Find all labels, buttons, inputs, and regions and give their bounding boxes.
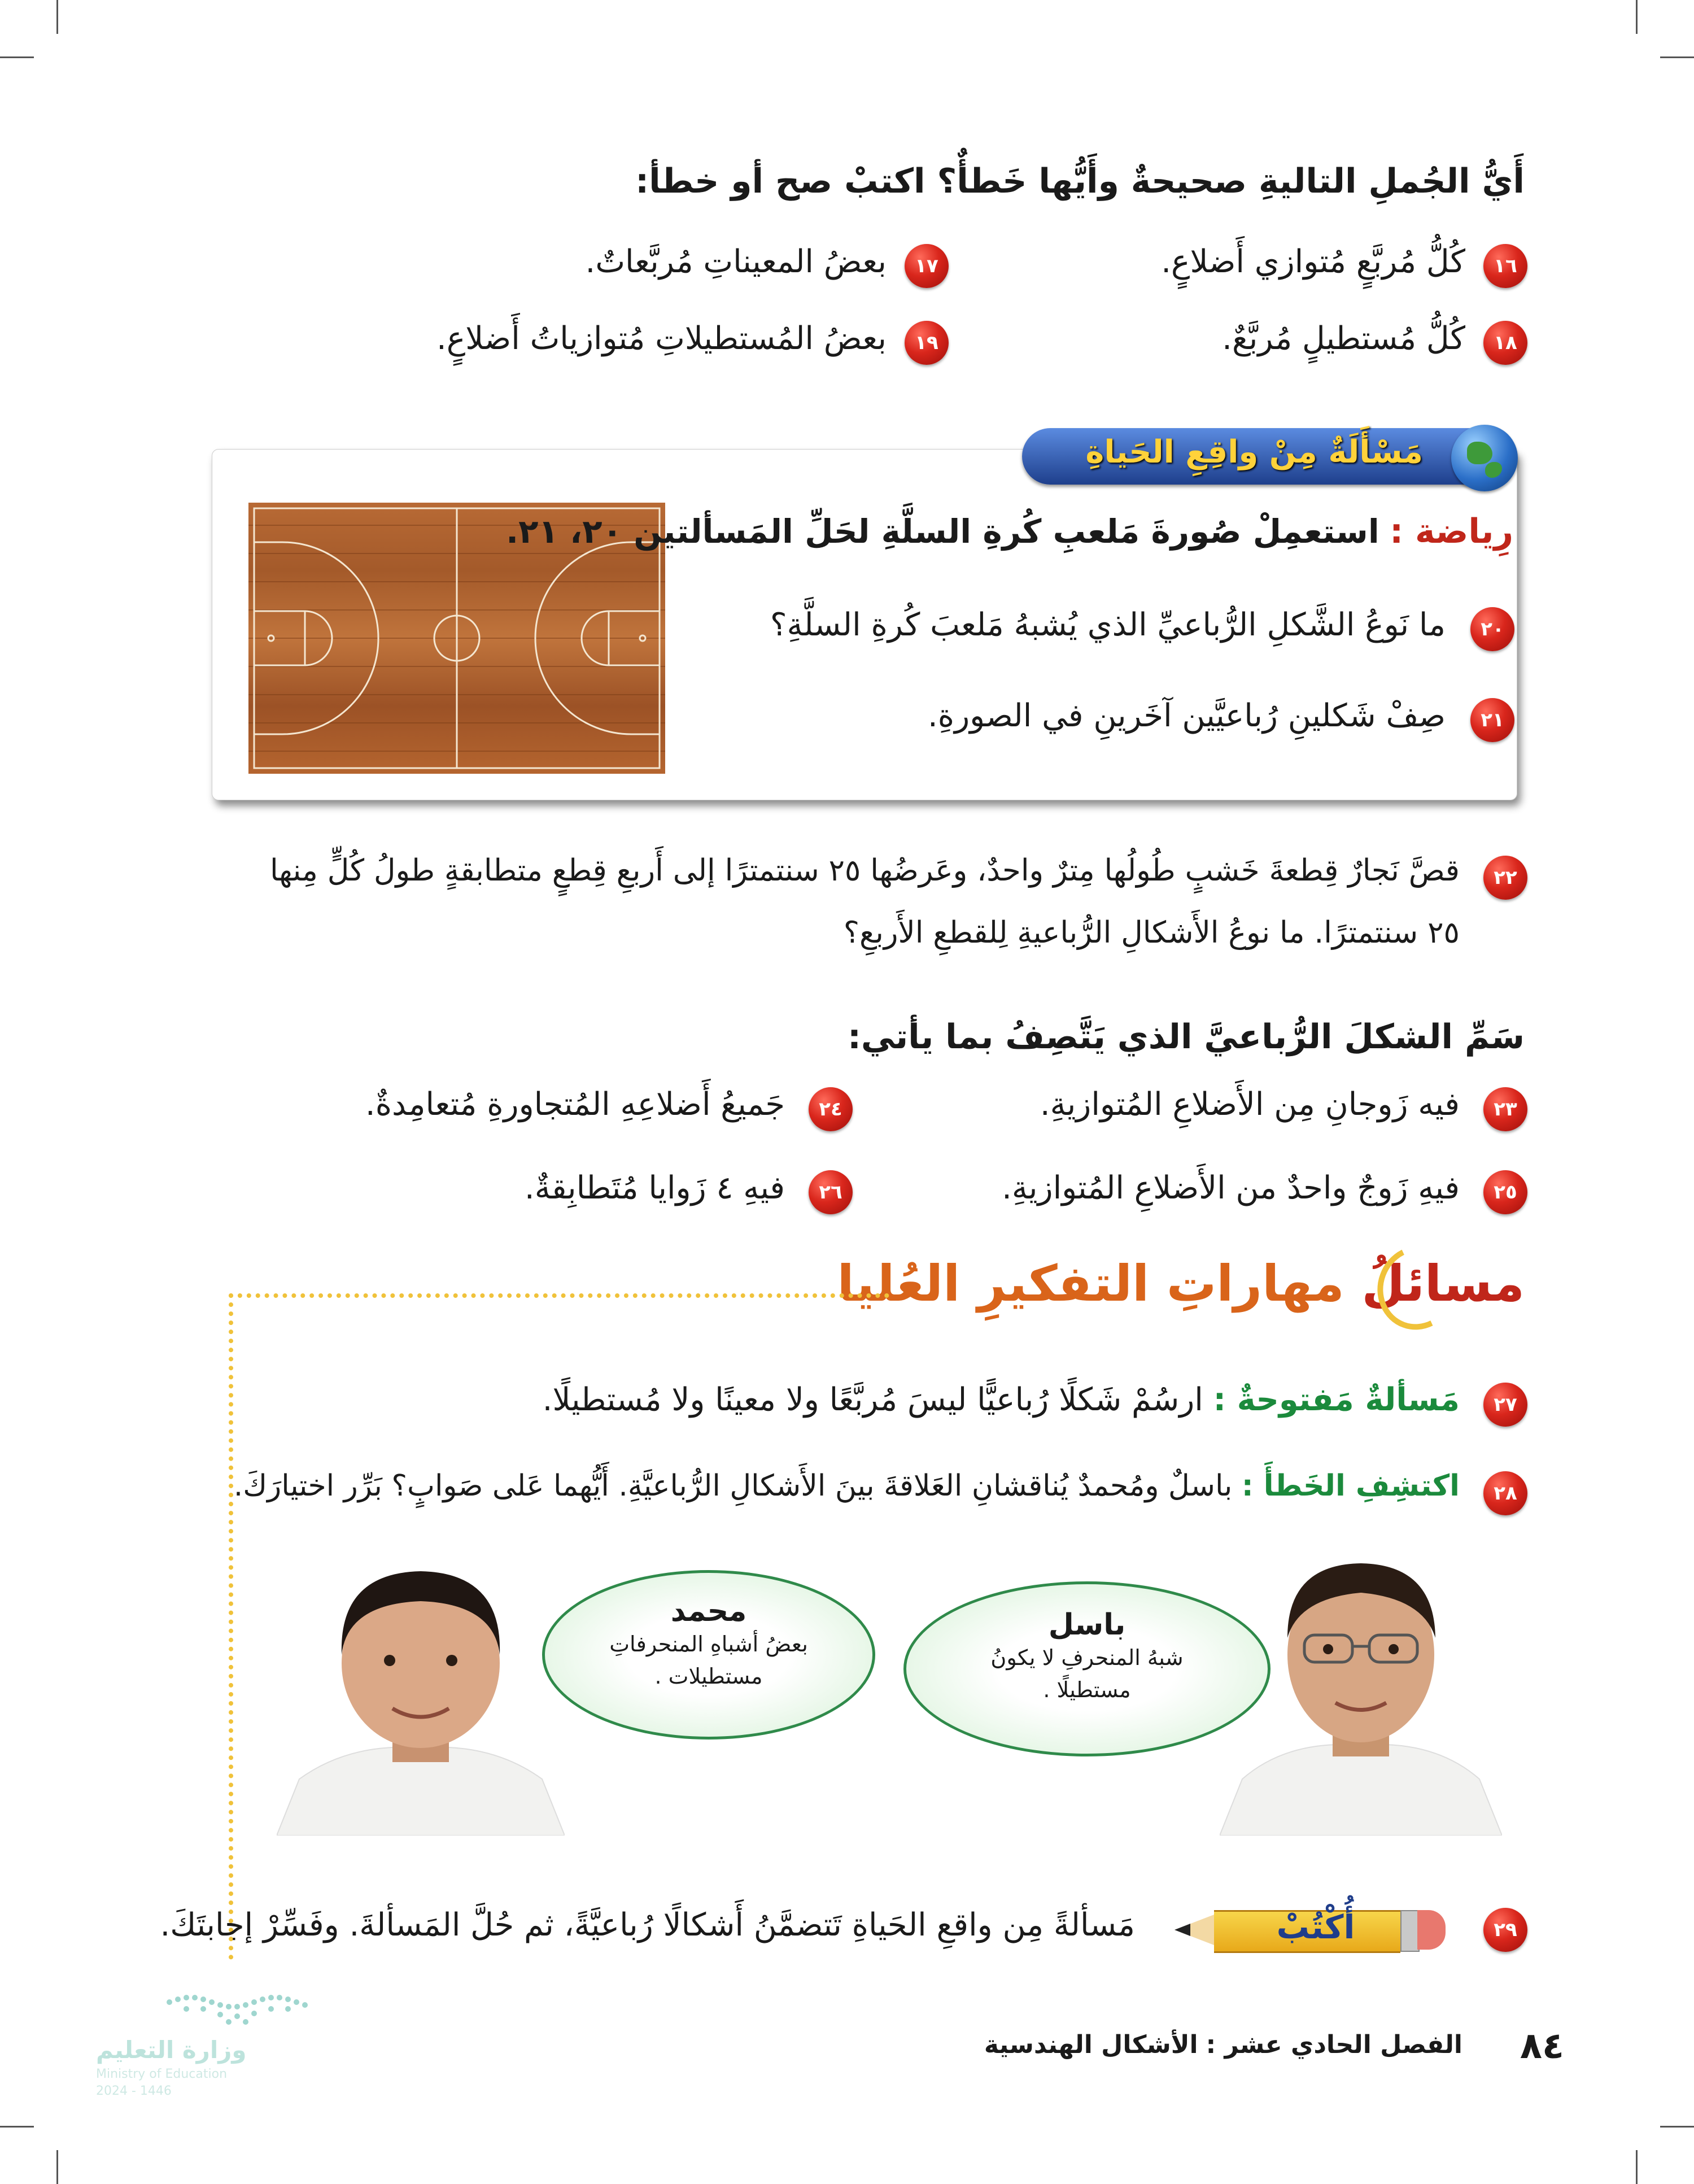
basel-statement-line1: شبهُ المنحرفِ لا يكونُ (990, 1645, 1184, 1670)
question-number-17: ١٧ (905, 244, 949, 288)
question-22-line2: ٢٥ سنتمترًا. ما نوعُ الأَشكالِ الرُّباعيةِ لِلقطعِ الأَربعِ؟ (843, 916, 1460, 950)
name-shape-intro: سَمِّ الشكلَ الرُّباعيَّ الذي يَتَّصِفُ بما يأتي: (847, 1017, 1525, 1057)
write-pencil-icon (1175, 1904, 1446, 1955)
question-17-text: بعضُ المعيناتِ مُربَّعاتٌ. (585, 243, 887, 280)
question-26-text: فيهِ ٤ زَوايا مُتَطابِقةٌ. (524, 1170, 785, 1206)
question-number-25: ٢٥ (1483, 1170, 1527, 1214)
ministry-name-en: Ministry of Education (96, 2067, 228, 2081)
write-label: أُكْتُبْ (1276, 1908, 1355, 1946)
footer-chapter (984, 2030, 1462, 2060)
crop-mark (0, 2126, 34, 2128)
question-number-22: ٢٢ (1483, 856, 1527, 900)
question-number-26: ٢٦ (809, 1170, 853, 1214)
ministry-name-ar: وزارة التعليم (96, 2036, 247, 2064)
ministry-logo-icon (164, 1991, 316, 2030)
real-life-intro (506, 511, 1513, 552)
question-number-21: ٢١ (1470, 698, 1514, 742)
question-29-text: مَسألةً مِن واقعِ الحَياةِ تَتضمَّنُ أَشكالًا رُباعيَّةً، ثم حُلَّ المَسألةَ. وفَسِّرْ إجابتَكَ. (160, 1907, 1135, 1943)
speech-bubble-mohammed (542, 1570, 875, 1740)
speaker-name-basel: باسل (1048, 1608, 1126, 1642)
question-number-19: ١٩ (905, 321, 949, 365)
speech-bubble-basel (903, 1581, 1270, 1756)
hots-heading-word: مسائلُ (1361, 1254, 1525, 1313)
question-number-24: ٢٤ (809, 1087, 853, 1131)
basel-statement-line2: مستطيلًا . (1043, 1677, 1131, 1702)
question-20-text: ما نَوعُ الشَّكلِ الرُّباعيِّ الذي يُشبهُ مَلعبَ كُرةِ السلَّةِ؟ (770, 607, 1446, 643)
question-number-20: ٢٠ (1470, 607, 1514, 651)
mohammed-photo (277, 1547, 565, 1836)
question-number-27: ٢٧ (1483, 1383, 1527, 1427)
page-number: ٨٤ (1520, 2025, 1564, 2067)
open-ended-label: مَسألةٌ مَفتوحةٌ : (1213, 1381, 1460, 1418)
true-false-intro: أَيُّ الجُملِ التاليةِ صحيحةٌ وأَيُّها خَطأٌ؟ اكتبْ صح أو خطأ: (635, 162, 1525, 201)
question-number-23: ٢٣ (1483, 1087, 1527, 1131)
question-27 (543, 1381, 1460, 1419)
question-number-29: ٢٩ (1483, 1908, 1527, 1952)
dotted-border-top (229, 1293, 889, 1298)
footer-chapter-label: الفصل الحادي عشر : (1206, 2030, 1462, 2059)
question-21-text: صِفْ شَكلينِ رُباعيَّين آخَرينِ في الصورةِ. (928, 698, 1446, 734)
mohammed-statement-line1: بعضُ أشباهِ المنحرفاتِ (609, 1632, 808, 1656)
question-number-18: ١٨ (1483, 321, 1527, 365)
question-27-text: ارسُمْ شَكلًا رُباعيًّا ليسَ مُربَّعًا ولا معينًا ولا مُستطيلًا. (542, 1381, 1203, 1418)
question-23-text: فيه زَوجانِ مِن الأَضلاعِ المُتوازيةِ. (1040, 1086, 1460, 1123)
swoosh-decoration (1366, 1235, 1469, 1341)
find-error-label: اكتشِفِ الخَطأَ : (1241, 1469, 1460, 1503)
crop-mark (0, 56, 34, 58)
question-24-text: جَميعُ أَضلاعِهِ المُتجاورةِ مُتعامِدةٌ. (365, 1086, 785, 1123)
crop-mark (56, 2150, 58, 2184)
sport-label: رِياضة : (1390, 512, 1513, 551)
speaker-name-mohammed: محمد (670, 1594, 747, 1628)
crop-mark (1660, 56, 1694, 58)
crop-mark (1636, 2150, 1638, 2184)
dotted-border-left (229, 1293, 233, 1960)
footer-chapter-title: الأشكال الهندسية (984, 2030, 1198, 2059)
ministry-year: 2024 - 1446 (96, 2084, 172, 2098)
globe-icon (1451, 425, 1518, 491)
question-22-line1: قصَّ نَجارٌ قِطعةَ خَشبٍ طُولُها مِترٌ واحدٌ، وعَرضُها ٢٥ سنتمترًا إلى أَربعِ قِطعٍ متطابقةٍ طولُ كُلٍّ مِنها (269, 853, 1460, 888)
crop-mark (1660, 2126, 1694, 2128)
question-19-text: بعضُ المُستطيلاتِ مُتوازياتُ أَضلاعٍ. (436, 320, 887, 357)
question-number-16: ١٦ (1483, 244, 1527, 288)
question-28-text: باسلٌ ومُحمدٌ يُناقشانِ العَلاقةَ بينَ الأَشكالِ الرُّباعيَّةِ. أَيُّهما عَلى صَوابٍ؟ بَرِّر اختيارَكَ. (233, 1469, 1233, 1503)
mohammed-statement-line2: مستطيلات . (654, 1664, 763, 1689)
real-life-banner-text: مَسْأَلَةٌ مِنْ واقِعِ الحَياةِ (1085, 434, 1423, 470)
crop-mark (1636, 0, 1638, 34)
question-25-text: فيهِ زَوجٌ واحدٌ من الأَضلاعِ المُتوازيةِ. (1002, 1170, 1460, 1206)
real-life-intro-text: استعمِلْ صُورةَ مَلعبِ كُرةِ السلَّةِ لحَلِّ المَسألتين ٢٠، ٢١. (506, 512, 1379, 551)
hots-heading-rest: مهاراتِ التفكيرِ العُليا (837, 1254, 1344, 1313)
question-28 (234, 1468, 1460, 1503)
question-16-text: كُلُّ مُربَّعٍ مُتوازي أَضلاعٍ. (1161, 243, 1465, 280)
real-life-banner (1022, 428, 1508, 485)
question-number-28: ٢٨ (1483, 1471, 1527, 1515)
question-18-text: كُلُّ مُستطيلٍ مُربَّعٌ. (1222, 320, 1465, 357)
crop-mark (56, 0, 58, 34)
